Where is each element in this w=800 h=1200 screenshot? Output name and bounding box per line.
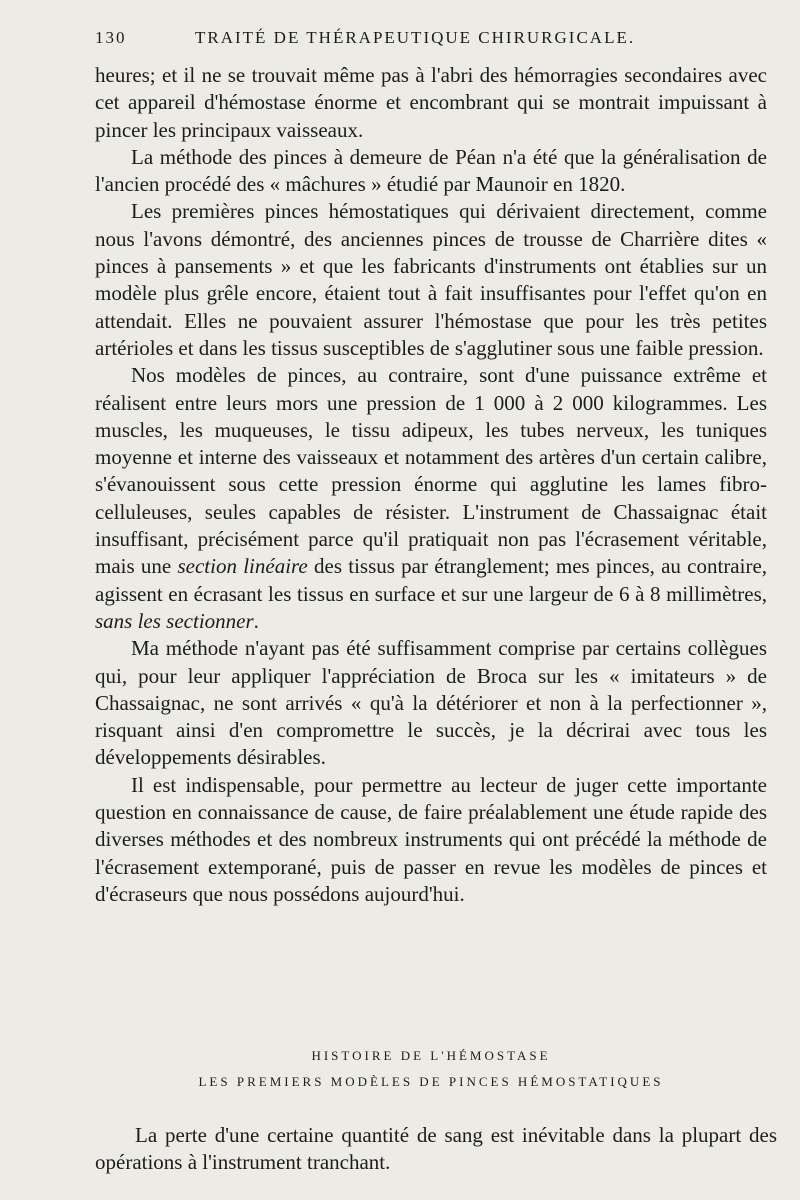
paragraph-our-models-text-2: des tissus par étranglement; mes pinces, au contraire, agissent en écrasant les tissus en surface et sur une largeur de 6 à 8 millimètres,	[95, 554, 768, 606]
paragraph-pean-method: La méthode des pinces à demeure de Péan n'a été que la généralisation de l'ancien procédé des « mâchures » étudié par Maunoir en 1820.	[95, 144, 767, 197]
paragraph-our-models: Nos modèles de pinces, au contraire, sont d'une puissance extrême et réalisent entre leurs mors une pression de 1 000 à 2 000 kilogrammes. Les muscles, les muqueuses, le tissu adipeux, les tubes nerveux, les tuniques moyenne et interne des vaisseaux et notamment des artères d'un certain calibre, s'évanouissent sous cette pression énorme qui agglutine les lames fibro-celluleuses, seules capables de résister. L'instrument de Chassaignac était insuffisant, précisément parce qu'il pratiquait non pas l'écrasement véritable, mais une section linéaire des tissus par étranglement; mes pinces, au contraire, agissent en écrasant les tissus en surface et sur une largeur de 6 à 8 millimètres, sans les sectionner.	[95, 363, 768, 633]
page-number: 130	[95, 28, 127, 47]
closing-text	[95, 1122, 777, 1176]
section-heading	[95, 1043, 767, 1095]
emphasis-section-lineaire: section linéaire	[177, 554, 308, 579]
running-title: TRAITÉ DE THÉRAPEUTIQUE CHIRURGICALE.	[195, 28, 636, 47]
paragraph-continuation: heures; et il ne se trouvait même pas à l'abri des hémorragies secondaires avec cet appareil d'hémostase énorme et encombrant qui se montrait impuissant à pincer les principaux vaisseaux.	[95, 63, 767, 142]
section-title: HISTOIRE DE L'HÉMOSTASE	[311, 1048, 551, 1063]
paragraph-my-method: Ma méthode n'ayant pas été suffisamment comprise par certains collègues qui, pour leur appliquer l'appréciation de Broca sur les « imitateurs » de Chassaignac, ne sont arrivés « qu'à la détériorer et non à la perfectionner », risquant ainsi d'en compromettre le succès, je la décrirai avec tous les développements désirables.	[95, 636, 767, 770]
closing-paragraph: La perte d'une certaine quantité de sang est inévitable dans la plupart des opérations à l'instrument tranchant.	[95, 1123, 777, 1174]
paragraph-indispensable: Il est indispensable, pour permettre au lecteur de juger cette importante question en connaissance de cause, de faire préalablement une étude rapide des diverses méthodes et des nombreux instruments qui ont précédé la méthode de l'écrasement extemporané, puis de passer en revue les modèles de pinces et d'écraseurs que nous possédons aujourd'hui.	[95, 772, 767, 906]
section-subtitle: LES PREMIERS MODÈLES DE PINCES HÉMOSTATIQUES	[198, 1074, 664, 1089]
body-text	[95, 62, 767, 908]
paragraph-our-models-text: Nos modèles de pinces, au contraire, sont d'une puissance extrême et réalisent entre leurs mors une pression de 1 000 à 2 000 kilogrammes. Les muscles, les muqueuses, le tissu adipeux, les tubes nerveux, les tuniques moyenne et interne des vaisseaux et notamment des artères d'un certain calibre, s'évanouissent sous cette pression énorme qui agglutine les lames fibro-celluleuses, seules capables de résister. L'instrument de Chassaignac était insuffisant, précisément parce qu'il pratiquait non pas l'écrasement véritable, mais une	[95, 363, 767, 579]
emphasis-sans-sectionner: sans les sectionner	[95, 608, 254, 633]
paragraph-first-forceps: Les premières pinces hémostatiques qui dérivaient directement, comme nous l'avons démontré, des anciennes pinces de trousse de Charrière dites « pinces à pansements » et que les fabricants d'instruments ont établies sur un modèle plus grêle encore, étaient tout à fait insuffisantes pour l'effet qu'on en attendait. Elles ne pouvaient assurer l'hémostase que pour les très petites artérioles et dans les tissus susceptibles de s'agglutiner sous une faible pression.	[95, 199, 767, 360]
